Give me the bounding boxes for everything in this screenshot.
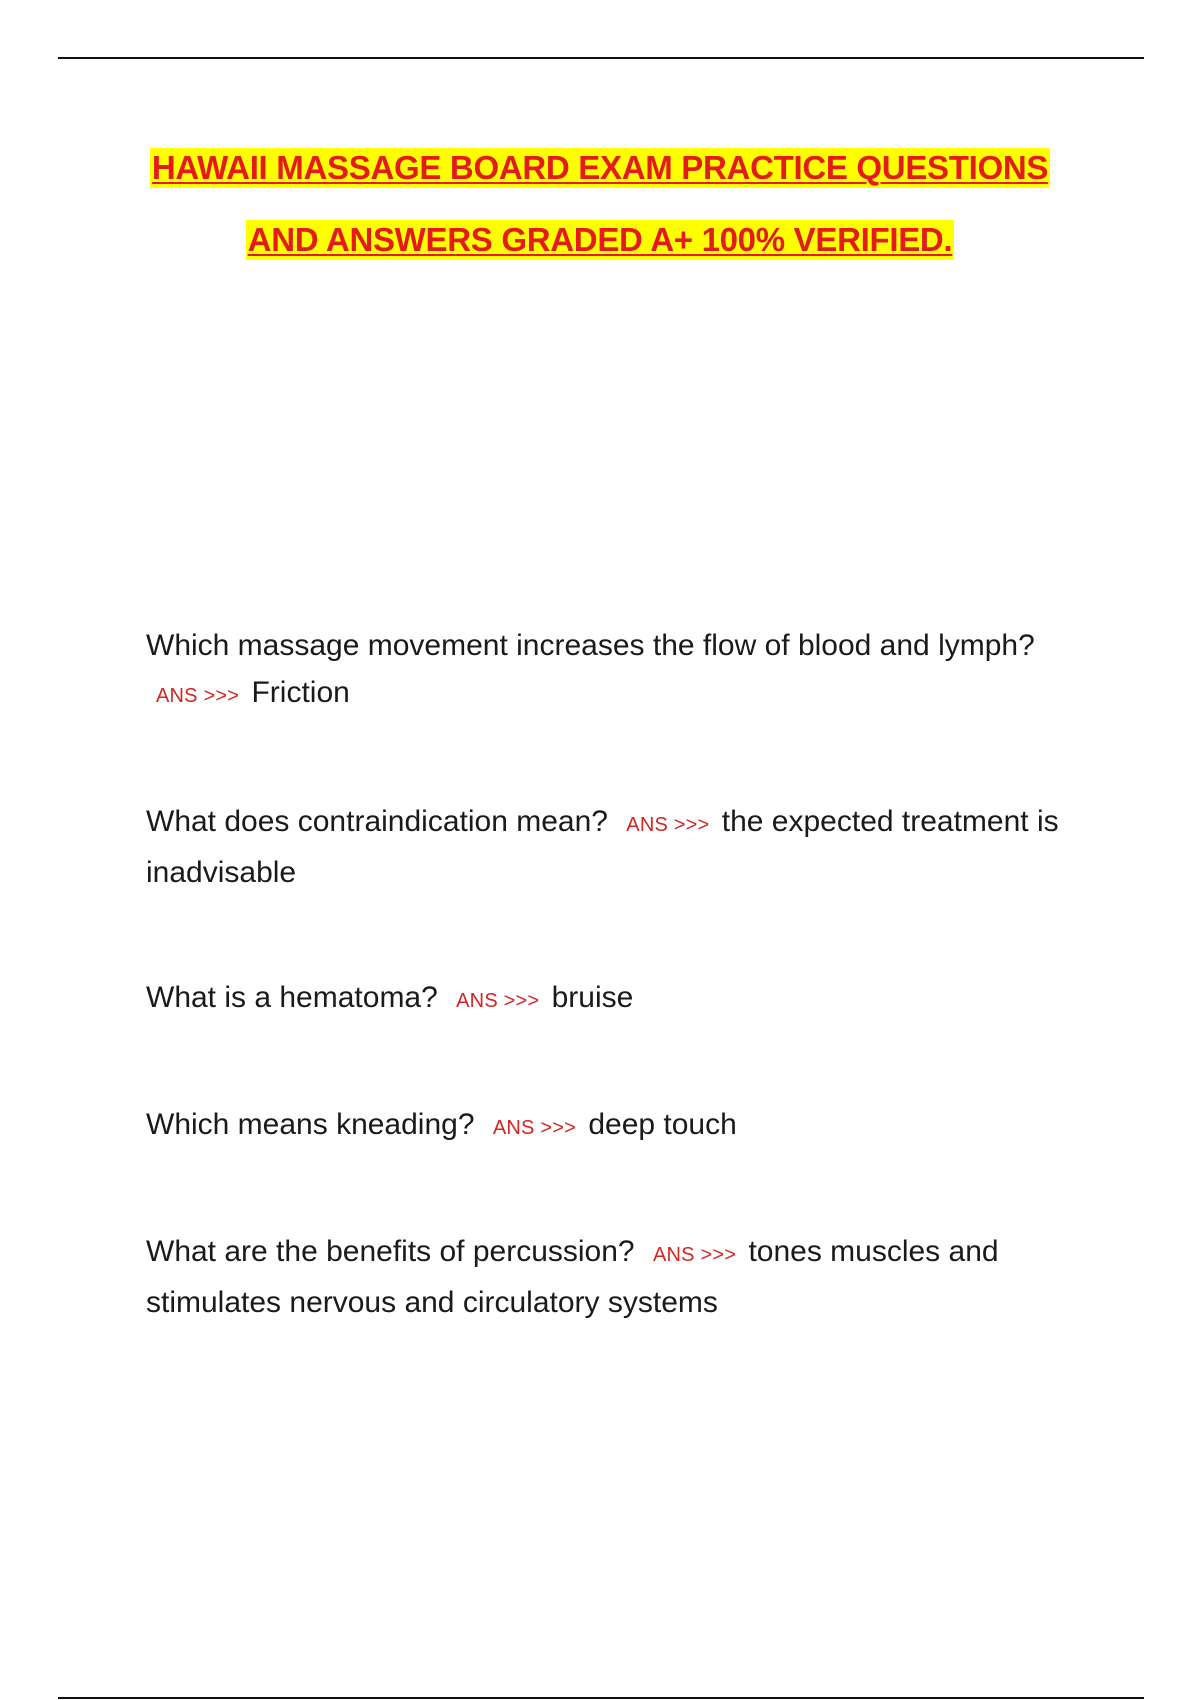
qa-item — [146, 798, 1086, 896]
answer-text: the expected treatment is inadvisable — [146, 805, 1059, 889]
answer-marker: ANS >>> — [156, 685, 240, 707]
answer-marker: ANS >>> — [492, 1117, 576, 1139]
answer-marker: ANS >>> — [652, 1244, 737, 1266]
document-title — [0, 148, 1200, 292]
qa-item — [146, 974, 1086, 1025]
question-text: What is a hematoma? — [146, 981, 438, 1014]
top-rule — [58, 57, 1144, 59]
answer-text: tones muscles and stimulates nervous and circulatory systems — [146, 1235, 999, 1319]
answer-marker: ANS >>> — [626, 814, 710, 836]
bottom-rule — [58, 1697, 1144, 1699]
title-line-1: HAWAII MASSAGE BOARD EXAM PRACTICE QUESTIONS — [151, 149, 1049, 186]
title-line-2: AND ANSWERS GRADED A+ 100% VERIFIED. — [247, 221, 953, 258]
qa-item — [146, 1101, 1086, 1152]
qa-item — [146, 622, 1086, 720]
answer-marker: ANS >>> — [456, 990, 540, 1012]
question-text: Which means kneading? — [146, 1108, 475, 1141]
answer-text: deep touch — [588, 1108, 737, 1141]
answer-text: bruise — [551, 981, 634, 1014]
question-text: What does contraindication mean? — [146, 805, 608, 838]
question-text: What are the benefits of percussion? — [146, 1235, 635, 1268]
question-text: Which massage movement increases the flow of blood and lymph? — [146, 629, 1035, 662]
answer-text: Friction — [251, 676, 350, 709]
qa-item — [146, 1228, 1086, 1326]
